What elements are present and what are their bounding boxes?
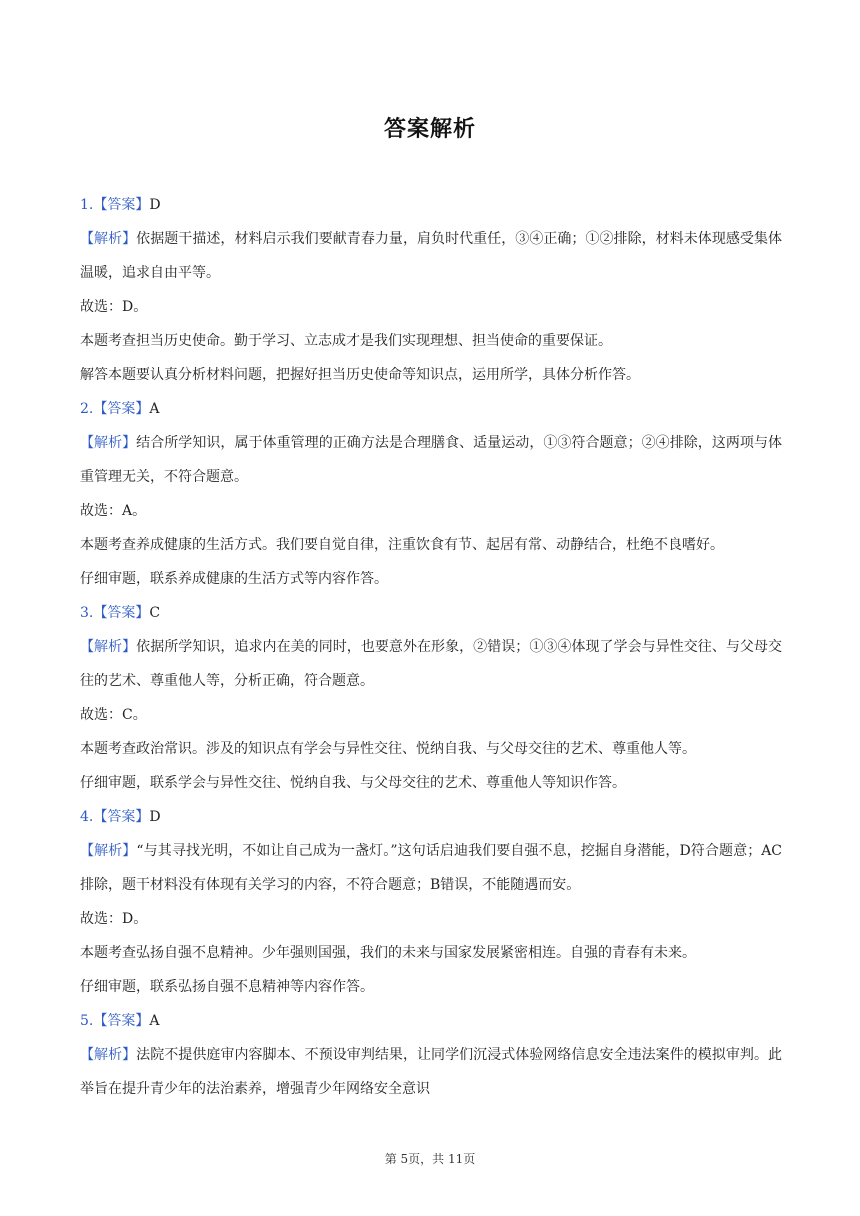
answer-label: 【答案】: [93, 605, 150, 621]
page-footer: 第 5页，共 11页: [384, 1152, 476, 1166]
question-number: 3.: [80, 605, 94, 621]
analysis-label: 【解析】: [80, 231, 137, 247]
answer-value: C: [149, 605, 161, 621]
analysis-paragraph: [80, 834, 782, 902]
topic-line: 本题考查政治常识。涉及的知识点有学会与异性交往、悦纳自我、与父母交往的艺术、尊重他人等。: [80, 741, 696, 757]
question-number: 1.: [80, 197, 94, 213]
method-line: 仔细审题，联系弘扬自强不息精神等内容作答。: [80, 979, 374, 995]
topic-line: 本题考查弘扬自强不息精神。少年强则国强，我们的未来与国家发展紧密相连。自强的青春有未来。: [80, 945, 696, 961]
topic-line: 本题考查担当历史使命。勤于学习、立志成才是我们实现理想、担当使命的重要保证。: [80, 333, 612, 349]
question-number: 2.: [80, 401, 94, 417]
answer-line: [80, 800, 782, 834]
answer-label: 【答案】: [93, 197, 150, 213]
answer-content: [80, 188, 782, 1106]
analysis-label: 【解析】: [80, 843, 137, 859]
analysis-label: 【解析】: [80, 639, 137, 655]
analysis-text: “与其寻找光明，不如让自己成为一盏灯。”这句话启迪我们要自强不息，挖掘自身潜能，D符合题意；AC排除，题干材料没有体现有关学习的内容，不符合题意；B错误，不能随遇而安。: [80, 843, 783, 893]
page-title: 答案解析: [383, 117, 476, 142]
question-number: 4.: [80, 809, 94, 825]
analysis-text: 依据所学知识，追求内在美的同时，也要意外在形象，②错误；①③④体现了学会与异性交往、与父母交往的艺术、尊重他人等，分析正确，符合题意。: [80, 639, 783, 689]
analysis-paragraph: [80, 1038, 782, 1106]
analysis-paragraph: [80, 222, 782, 290]
method-line: 解答本题要认真分析材料问题，把握好担当历史使命等知识点，运用所学，具体分析作答。: [80, 367, 640, 383]
answer-label: 【答案】: [93, 1013, 150, 1029]
method-line: 仔细审题，联系养成健康的生活方式等内容作答。: [80, 571, 388, 587]
answer-line: [80, 1004, 782, 1038]
analysis-label: 【解析】: [80, 1047, 137, 1063]
analysis-text: 结合所学知识，属于体重管理的正确方法是合理膳食、适量运动，①③符合题意；②④排除，这两项与体重管理无关，不符合题意。: [80, 435, 783, 485]
question-number: 5.: [80, 1013, 94, 1029]
answer-line: [80, 596, 782, 630]
answer-value: D: [149, 197, 161, 213]
choice-line: 故选：D。: [80, 911, 148, 927]
choice-line: 故选：D。: [80, 299, 148, 315]
analysis-paragraph: [80, 426, 782, 494]
answer-label: 【答案】: [93, 809, 150, 825]
answer-value: A: [149, 401, 160, 417]
choice-line: 故选：A。: [80, 503, 147, 519]
answer-value: D: [149, 809, 161, 825]
answer-line: [80, 392, 782, 426]
analysis-text: 法院不提供庭审内容脚本、不预设审判结果，让同学们沉浸式体验网络信息安全违法案件的模拟审判。此举旨在提升青少年的法治素养，增强青少年网络安全意识: [80, 1047, 783, 1097]
method-line: 仔细审题，联系学会与异性交往、悦纳自我、与父母交往的艺术、尊重他人等知识作答。: [80, 775, 626, 791]
analysis-text: 依据题干描述，材料启示我们要献青春力量，肩负时代重任，③④正确；①②排除，材料未体现感受集体温暖，追求自由平等。: [80, 231, 783, 281]
topic-line: 本题考查养成健康的生活方式。我们要自觉自律，注重饮食有节、起居有常、动静结合，杜绝不良嗜好。: [80, 537, 724, 553]
answer-line: [80, 188, 782, 222]
choice-line: 故选：C。: [80, 707, 147, 723]
answer-value: A: [149, 1013, 160, 1029]
analysis-label: 【解析】: [80, 435, 137, 451]
analysis-paragraph: [80, 630, 782, 698]
answer-label: 【答案】: [93, 401, 150, 417]
